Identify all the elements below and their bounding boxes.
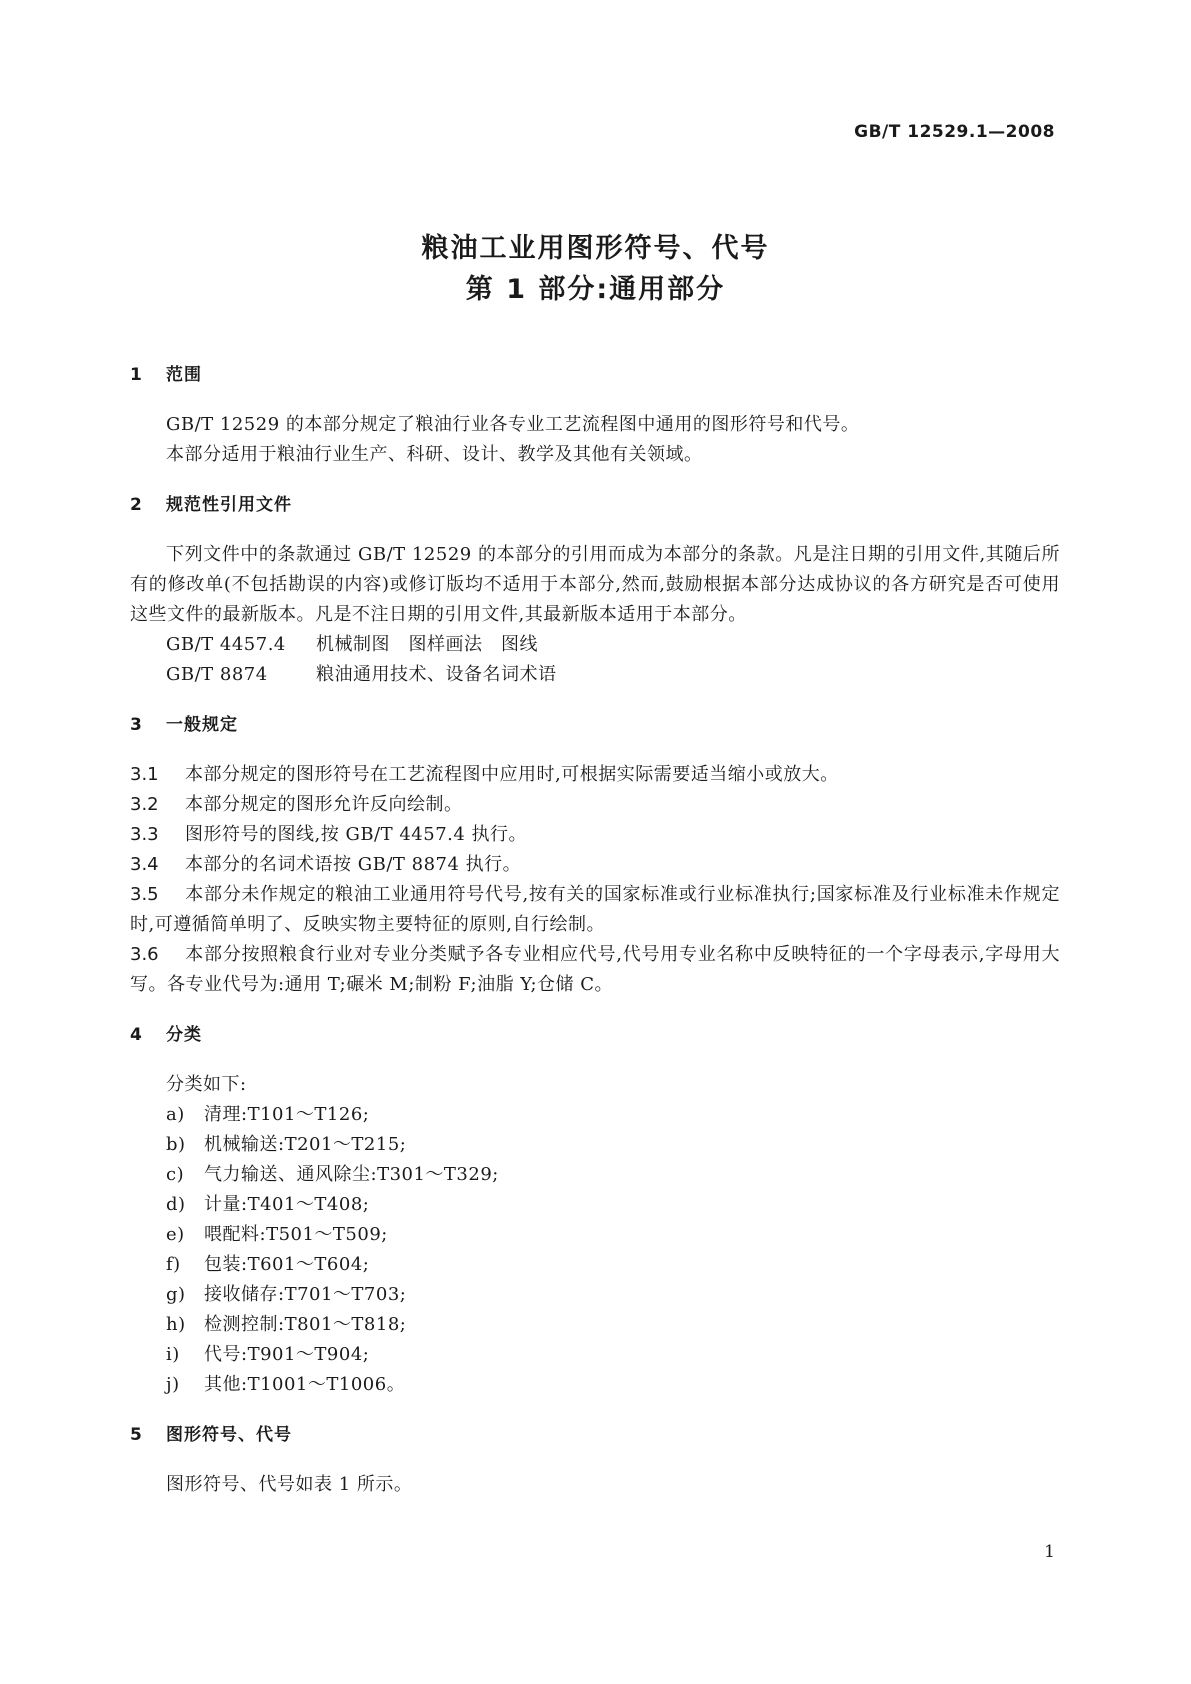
clause-text: 本部分按照粮食行业对专业分类赋予各专业相应代号,代号用专业名称中反映特征的一个字母表示,字母用大写。各专业代号为:通用 T;碾米 M;制粉 F;油脂 Y;仓储 C。 xyxy=(130,944,1060,995)
section-number: 2 xyxy=(130,495,143,515)
reference-code: GB/T 8874 xyxy=(166,664,268,685)
list-marker: a) xyxy=(166,1104,185,1125)
list-text: 气力输送、通风除尘:T301～T329; xyxy=(204,1164,499,1185)
section-title: 规范性引用文件 xyxy=(166,495,292,515)
clause-number: 3.2 xyxy=(130,794,159,815)
section-number: 4 xyxy=(130,1025,143,1045)
reference-item xyxy=(130,660,1060,690)
paragraph: 下列文件中的条款通过 GB/T 12529 的本部分的引用而成为本部分的条款。凡是注日期的引用文件,其随后所有的修改单(不包括勘误的内容)或修订版均不适用于本部分,然而,鼓励根据本部分达成协议的各方研究是否可使用这些文件的最新版本。凡是不注日期的引用文件,其最新版本适用于本部分。 xyxy=(130,544,1060,625)
list-text: 代号:T901～T904; xyxy=(204,1344,370,1365)
list-item xyxy=(130,1340,1060,1370)
list-item xyxy=(130,1160,1060,1190)
section-heading-3 xyxy=(130,710,1060,740)
list-item xyxy=(130,1190,1060,1220)
list-marker: b) xyxy=(166,1134,186,1155)
clause-text: 本部分的名词术语按 GB/T 8874 执行。 xyxy=(185,854,522,875)
clause xyxy=(130,880,1060,940)
section-title: 图形符号、代号 xyxy=(166,1425,292,1445)
clause-number: 3.6 xyxy=(130,944,159,965)
page-number: 1 xyxy=(1044,1542,1055,1562)
list-marker: j) xyxy=(166,1374,180,1395)
list-text: 检测控制:T801～T818; xyxy=(204,1314,407,1335)
clause-number: 3.3 xyxy=(130,824,159,845)
paragraph: GB/T 12529 的本部分规定了粮油行业各专业工艺流程图中通用的图形符号和代号。 xyxy=(166,414,860,435)
clause-number: 3.5 xyxy=(130,884,159,905)
list-item xyxy=(130,1100,1060,1130)
list-marker: c) xyxy=(166,1164,185,1185)
clause-number: 3.1 xyxy=(130,764,159,785)
reference-code: GB/T 4457.4 xyxy=(166,634,286,655)
section-title: 一般规定 xyxy=(166,715,238,735)
clause-text: 图形符号的图线,按 GB/T 4457.4 执行。 xyxy=(185,824,528,845)
document-title xyxy=(0,228,1191,310)
paragraph: 本部分适用于粮油行业生产、科研、设计、教学及其他有关领域。 xyxy=(166,444,703,465)
section-number: 5 xyxy=(130,1425,143,1445)
standard-code: GB/T 12529.1—2008 xyxy=(854,122,1055,142)
clause xyxy=(130,850,1060,880)
list-marker: g) xyxy=(166,1284,186,1305)
list-text: 计量:T401～T408; xyxy=(204,1194,370,1215)
clause xyxy=(130,760,1060,790)
list-marker: e) xyxy=(166,1224,185,1245)
document-body xyxy=(130,360,1060,1500)
section-heading-1 xyxy=(130,360,1060,390)
list-text: 机械输送:T201～T215; xyxy=(204,1134,407,1155)
list-text: 其他:T1001～T1006。 xyxy=(204,1374,406,1395)
list-text: 包装:T601～T604; xyxy=(204,1254,370,1275)
section-title: 范围 xyxy=(166,365,202,385)
list-intro: 分类如下: xyxy=(166,1074,247,1095)
paragraph: 图形符号、代号如表 1 所示。 xyxy=(166,1474,413,1495)
reference-item xyxy=(130,630,1060,660)
reference-title: 粮油通用技术、设备名词术语 xyxy=(316,664,557,685)
list-item xyxy=(130,1280,1060,1310)
list-item xyxy=(130,1250,1060,1280)
list-item xyxy=(130,1370,1060,1400)
reference-title: 机械制图 图样画法 图线 xyxy=(316,634,538,655)
clause xyxy=(130,820,1060,850)
clause-text: 本部分未作规定的粮油工业通用符号代号,按有关的国家标准或行业标准执行;国家标准及行业标准未作规定时,可遵循简单明了、反映实物主要特征的原则,自行绘制。 xyxy=(130,884,1060,935)
clause xyxy=(130,940,1060,1000)
list-item xyxy=(130,1130,1060,1160)
section-number: 1 xyxy=(130,365,143,385)
list-text: 接收储存:T701～T703; xyxy=(204,1284,407,1305)
list-marker: i) xyxy=(166,1344,180,1365)
section-heading-2 xyxy=(130,490,1060,520)
section-heading-5 xyxy=(130,1420,1060,1450)
clause xyxy=(130,790,1060,820)
title-line-1: 粮油工业用图形符号、代号 xyxy=(421,233,770,264)
list-item xyxy=(130,1220,1060,1250)
section-number: 3 xyxy=(130,715,143,735)
title-line-2: 第 1 部分:通用部分 xyxy=(465,274,726,305)
section-title: 分类 xyxy=(166,1025,202,1045)
clause-number: 3.4 xyxy=(130,854,159,875)
list-marker: f) xyxy=(166,1254,181,1275)
list-marker: d) xyxy=(166,1194,186,1215)
clause-text: 本部分规定的图形符号在工艺流程图中应用时,可根据实际需要适当缩小或放大。 xyxy=(185,764,839,785)
section-heading-4 xyxy=(130,1020,1060,1050)
list-text: 清理:T101～T126; xyxy=(204,1104,370,1125)
list-text: 喂配料:T501～T509; xyxy=(204,1224,388,1245)
list-marker: h) xyxy=(166,1314,186,1335)
clause-text: 本部分规定的图形允许反向绘制。 xyxy=(185,794,463,815)
list-item xyxy=(130,1310,1060,1340)
